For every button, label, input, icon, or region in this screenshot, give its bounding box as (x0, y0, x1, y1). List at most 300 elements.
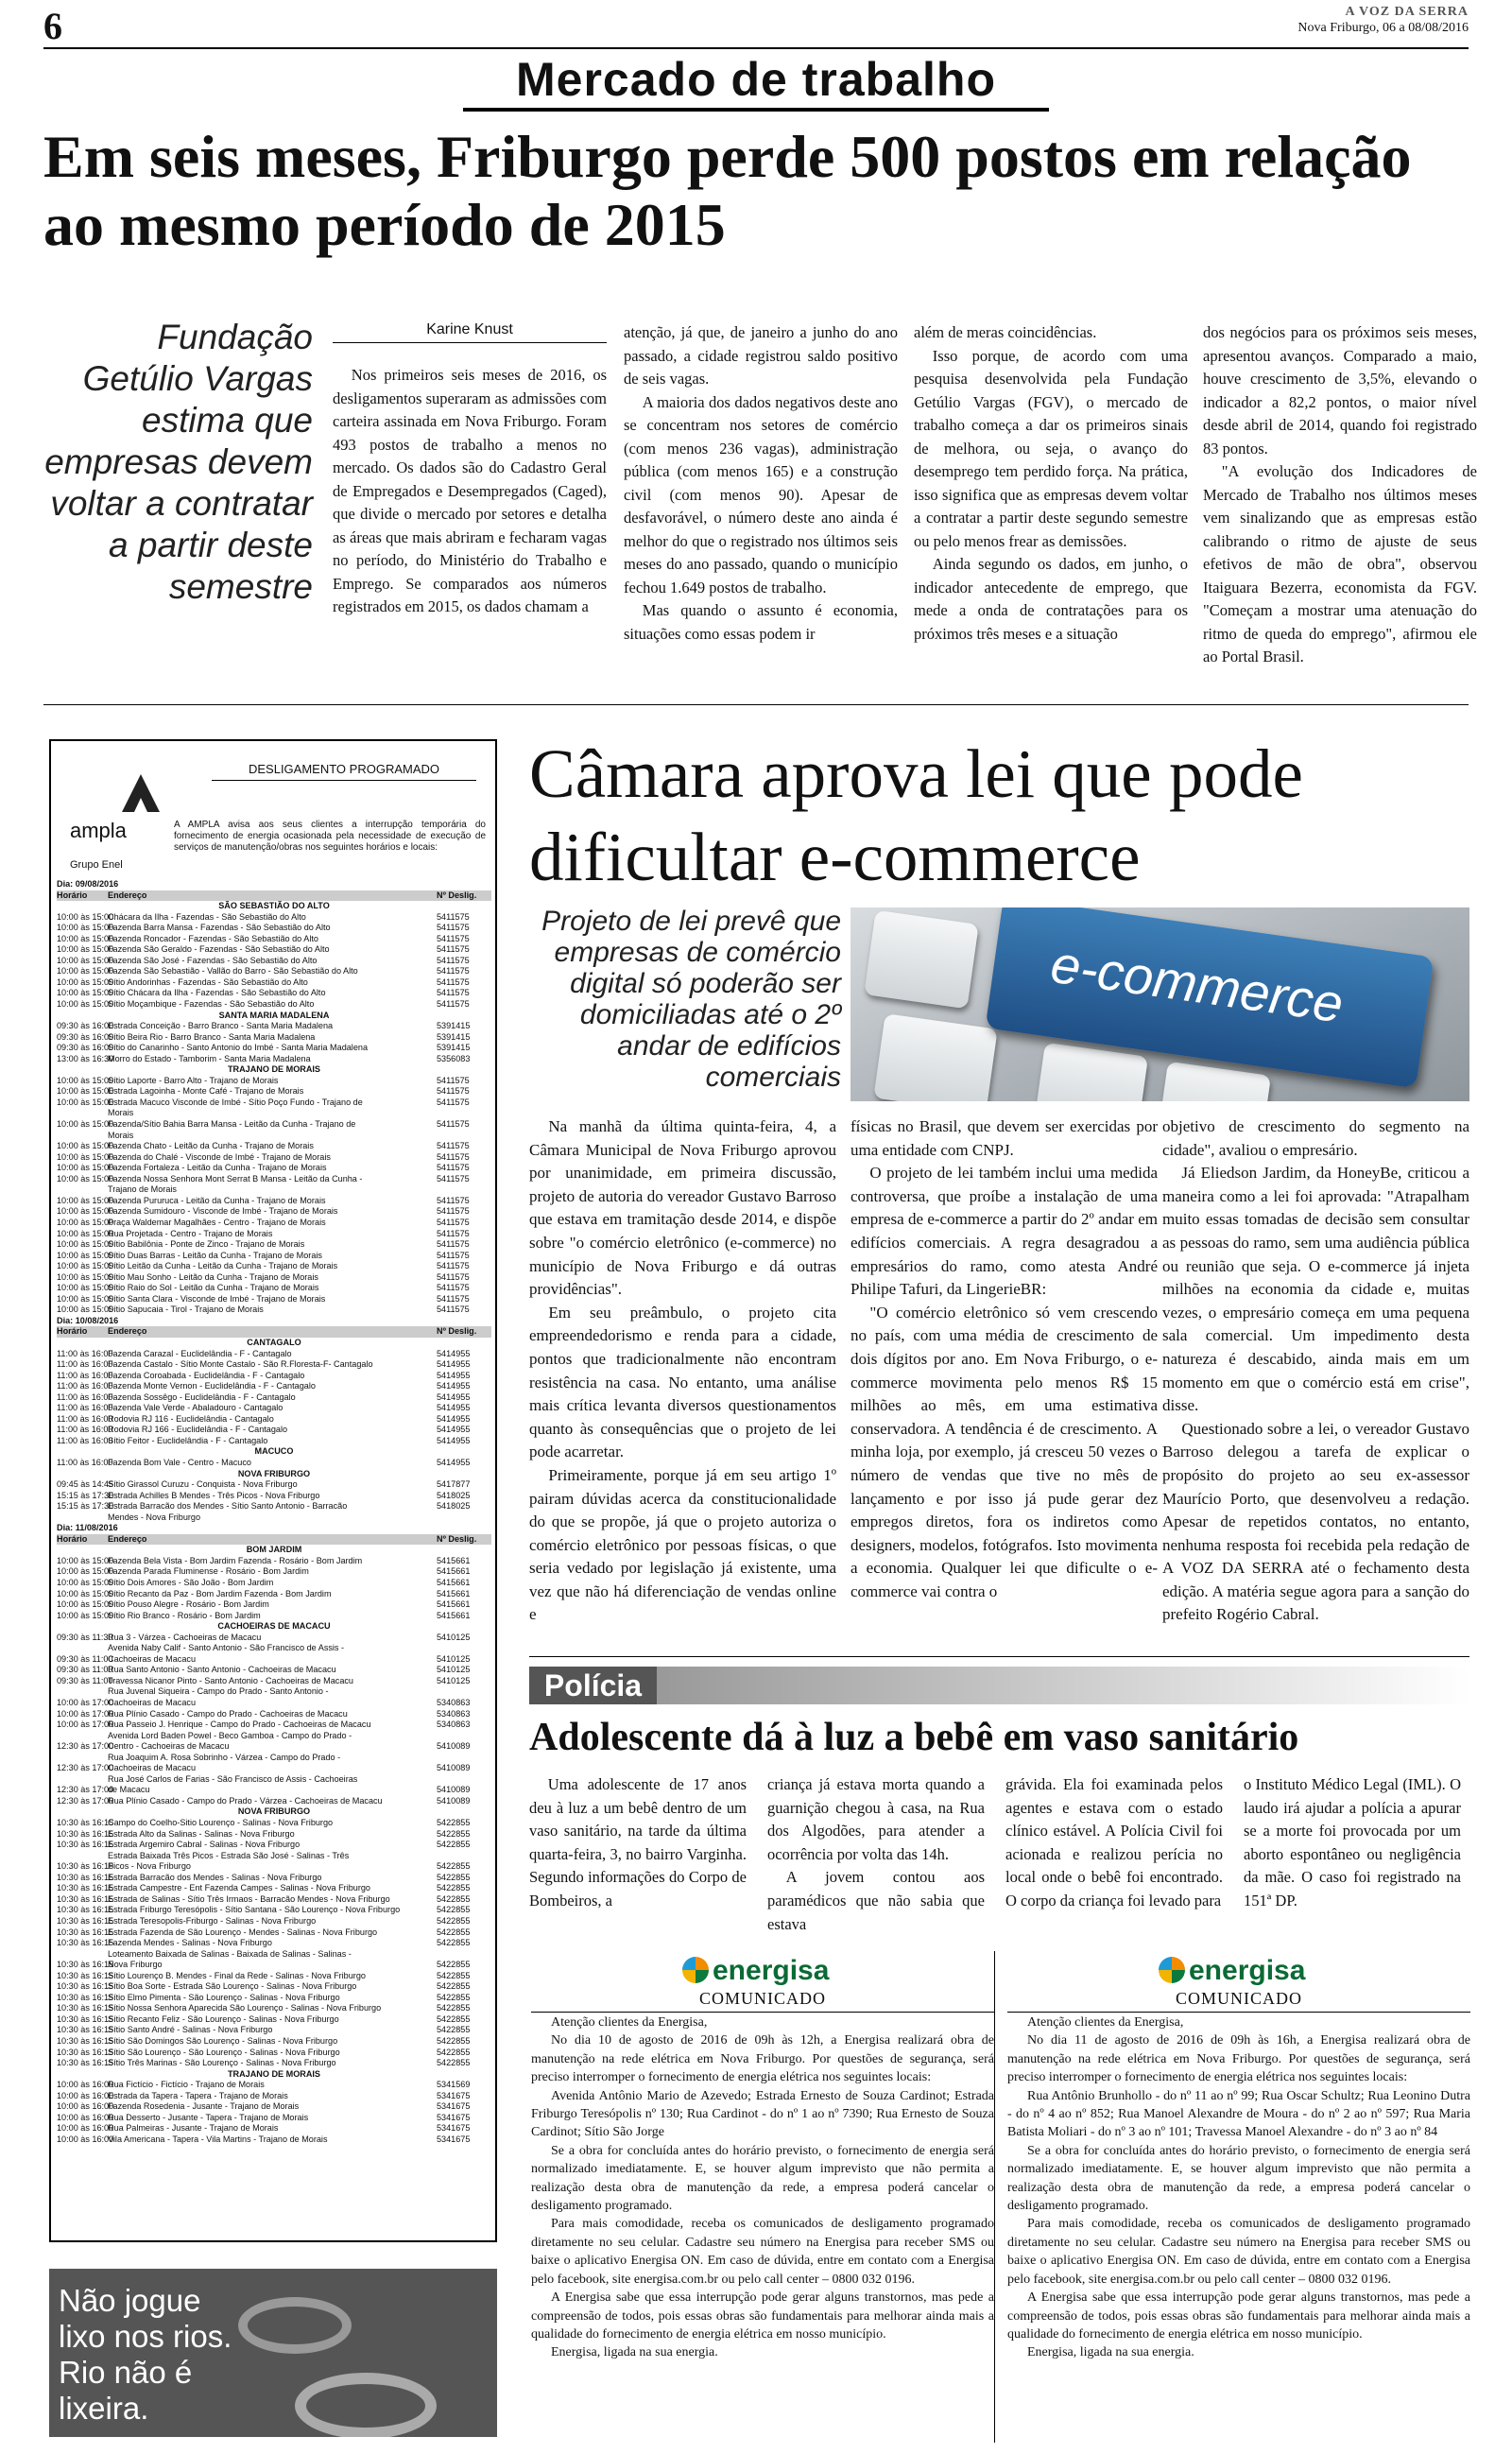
edition-date: Nova Friburgo, 06 a 08/08/2016 (1297, 21, 1469, 35)
article-paragraph: Em seu preâmbulo, o projeto cita empreendedorismo e renda para a cidade, pontos que tradicionalmente não encontram resistência na casa. No entanto, uma análise mais crítica levanta diversos questionamentos quanto às consequências que o projeto de lei pode acarretar. (529, 1303, 836, 1461)
schedule-cell (57, 1108, 108, 1119)
schedule-row (57, 1861, 491, 1873)
schedule-cell: Morais (108, 1130, 134, 1140)
schedule-cell: Estrada Friburgo Teresópolis - Sítio Santana - São Lourenço - Nova Friburgo (108, 1905, 401, 1915)
schedule-cell: 5411575 (437, 911, 470, 922)
schedule-cell: 10:30 às 16:15 (57, 1872, 114, 1882)
schedule-cell: 5415661 (437, 1588, 471, 1599)
schedule-cell: 12:30 às 17:00 (57, 1763, 114, 1773)
schedule-row (57, 1371, 491, 1382)
schedule-cell: 10:00 às 15:00 (57, 1151, 114, 1162)
schedule-cell: 5415661 (437, 1610, 471, 1620)
schedule-cell: 10:00 às 16:00 (57, 2080, 114, 2090)
ad-slogan (59, 2283, 232, 2427)
schedule-location: CACHOEIRAS DE MACACU (217, 1621, 331, 1632)
notice-body (1007, 2013, 1470, 2362)
schedule-cell: Estrada de Salinas - Sítio Três Irmaos - Barracão Mendes - Nova Friburgo (108, 1893, 390, 1904)
schedule-cell: 5414955 (437, 1359, 471, 1370)
schedule-cell: Rodovia RJ 166 - Euclidelândia - F - Cantagalo (108, 1425, 288, 1435)
article-paragraph: O projeto de lei também inclui uma medida controversa, que proíbe a instalação de uma empresa de e-commerce a partir do 2º andar em edifícios comerciais. A regra desagradou a empresários do ramo, como atesta André Philipe Tafuri, da LingerieBR: (850, 1164, 1158, 1299)
ampla-notice-intro: A AMPLA avisa aos seus clientes a interrupção temporária do fornecimento de energia ocasionada pela necessidade de execução de serviços de manutenção/obras nos seguintes horários e locais: (174, 820, 486, 853)
schedule-row (57, 1392, 491, 1404)
schedule-row (57, 1381, 491, 1392)
article-paragraph: dos negócios para os próximos seis meses, apresentou avanços. Comparado a maio, houve crescimento de 3,5%, elevando o indicador a 82,2 pontos, o maior nível desde abril de 2014, quando foi registrado 83 pontos. (1203, 323, 1477, 458)
schedule-cell: 5341675 (437, 2090, 471, 2100)
schedule-cell: 5411575 (437, 976, 470, 987)
notice-paragraph: Atenção clientes da Energisa, (551, 2015, 708, 2030)
schedule-cell: 10:00 às 15:00 (57, 955, 114, 965)
schedule-cell: Sítio Nossa Senhora Aparecida São Lourenço - Salinas - Nova Friburgo (108, 2003, 382, 2013)
schedule-header-cell: Nº Deslig. (437, 1533, 477, 1544)
article-paragraph: além de meras coincidências. (914, 323, 1097, 341)
schedule-row (57, 1720, 491, 1731)
notice-title: COMUNICADO (531, 1989, 994, 2013)
notice-paragraph: A Energisa sabe que essa interrupção pode gerar alguns transtornos, mas pede a compreensão de todos, pois essas obras são fundamentais para melhorar ainda mais a qualidade do fornecimento de energia elétrica em nosso município. (531, 2290, 994, 2342)
schedule-row (57, 956, 491, 967)
schedule-cell: 5411575 (437, 1151, 470, 1162)
schedule-cell: 12:30 às 17:00 (57, 1741, 114, 1752)
schedule-cell: Sítio Chácara da Ilha - Fazendas - São Sebastião do Alto (108, 988, 326, 998)
schedule-cell: Sítio Moçambique - Fazendas - São Sebastião do Alto (108, 999, 315, 1010)
article-headline: Adolescente dá à luz a bebê em vaso sanitário (529, 1716, 1299, 1759)
schedule-cell: 5417877 (437, 1479, 471, 1490)
article-paragraph: Isso porque, de acordo com uma pesquisa desenvolvida pela Fundação Getúlio Vargas (FGV), o mercado de trabalho começa a dar os primeiros sinais de melhora, ou seja, o avanço do desemprego tem perdido força. Na prática, isso significa que as empresas devem voltar a contratar a partir deste segundo semestre ou pelo menos frear as demissões. (914, 346, 1188, 550)
energisa-notice-1 (531, 1951, 994, 2443)
article-paragraph: Já Eliedson Jardim, da HoneyBe, criticou a maneira como a lei foi aprovada: "Atrapalham muito essas tomadas de decisão sem consultar as pessoas do ramo, sem uma audiência pública ou reunião que seja. O e-commerce já injeta milhões na economia da cidade e, muitas vezes, o empresário começa em uma pequena sala comercial. Um impedimento desta natureza é descabido, ainda mais em um momento em que o comércio está em crise", disse. (1162, 1164, 1469, 1415)
schedule-cell: 5341675 (437, 2123, 471, 2134)
schedule-cell: Sítio Andorinhas - Fazendas - São Sebastião do Alto (108, 976, 308, 987)
schedule-cell: 10:00 às 17:00 (57, 1708, 114, 1719)
schedule-cell: Loteamento Baixada de Salinas - Baixada de Salinas - Salinas - (108, 1948, 352, 1959)
schedule-row (57, 1938, 491, 1949)
schedule-cell: 5411575 (437, 1141, 470, 1151)
schedule-cell: 10:30 às 16:15 (57, 2003, 114, 2013)
schedule-row (57, 1108, 491, 1119)
schedule-cell: 10:00 às 15:00 (57, 1283, 114, 1293)
schedule-cell: Estrada da Tapera - Tapera - Trajano de Morais (108, 2090, 288, 2100)
schedule-cell: 5422855 (437, 1893, 471, 1904)
schedule-cell: 5414955 (437, 1425, 471, 1435)
schedule-cell: Sítio São Lourenço - São Lourenço - Salinas - Nova Friburgo (108, 2047, 340, 2057)
ad-line: Rio não é (59, 2355, 193, 2390)
schedule-cell: 5391415 (437, 1021, 471, 1031)
schedule-cell: Fazenda Sossêgo - Euclidelândia - F - Cantagalo (108, 1391, 296, 1402)
schedule-cell: 5356083 (437, 1053, 471, 1063)
schedule-location: NOVA FRIBURGO (237, 1806, 311, 1817)
schedule-cell: Sítio Girassol Curuzu - Conquista - Nova Friburgo (108, 1479, 298, 1490)
energisa-wordmark: energisa (713, 1955, 830, 1986)
schedule-cell: Estrada Teresopolis-Friburgo - Salinas - Nova Friburgo (108, 1915, 317, 1926)
schedule-row (57, 1993, 491, 2004)
schedule-cell: 10:30 às 16:15 (57, 2025, 114, 2035)
schedule-cell (437, 1753, 490, 1764)
schedule-row (57, 1851, 491, 1862)
schedule-cell: 10:00 às 15:00 (57, 988, 114, 998)
energisa-logo-icon (682, 1957, 709, 1983)
schedule-cell: 5410089 (437, 1785, 471, 1795)
schedule-cell (437, 1774, 490, 1786)
ad-line: Não jogue (59, 2283, 201, 2318)
notice-paragraph: A Energisa sabe que essa interrupção pode gerar alguns transtornos, mas pede a compreensão de todos, pois essas obras são fundamentais para melhorar ainda mais a qualidade do fornecimento de energia elétrica em nosso município. (1007, 2290, 1470, 2342)
schedule-row (57, 2080, 491, 2091)
schedule-cell: 10:30 às 16:15 (57, 1861, 114, 1872)
schedule-cell: 11:00 às 16:00 (57, 1413, 113, 1424)
schedule-cell (57, 1731, 108, 1742)
schedule-cell: 5410125 (437, 1653, 471, 1664)
schedule-location: SÃO SEBASTIÃO DO ALTO (218, 901, 330, 911)
schedule-row (57, 1512, 491, 1524)
schedule-cell: 10:00 às 15:00 (57, 1195, 114, 1205)
schedule-cell: 10:00 às 15:00 (57, 1239, 114, 1250)
schedule-row (57, 1916, 491, 1927)
column-divider (994, 1951, 995, 2443)
schedule-cell: 10:00 às 15:00 (57, 1141, 114, 1151)
schedule-row (57, 1261, 491, 1272)
schedule-cell: 10:00 às 15:00 (57, 1271, 114, 1282)
article-paragraph: Ainda segundo os dados, em junho, o indicador antecedente de emprego, que mede a onda de contratações para os próximos três meses e a situação (914, 555, 1188, 643)
schedule-row (57, 1873, 491, 1884)
schedule-header-row (57, 1534, 491, 1546)
schedule-cell: Sítio Laporte - Barro Alto - Trajano de Morais (108, 1075, 279, 1085)
schedule-cell: 11:00 às 16:00 (57, 1435, 113, 1445)
article-column-4 (1244, 1773, 1461, 1913)
schedule-cell: Praça Waldemar Magalhães - Centro - Trajano de Morais (108, 1217, 326, 1227)
schedule-cell: 5414955 (437, 1457, 471, 1467)
article-paragraph: físicas no Brasil, que devem ser exercidas por uma entidade com CNPJ. (850, 1117, 1158, 1159)
schedule-cell: 10:30 às 16:15 (57, 1960, 114, 1970)
schedule-cell: Sítio Santa Clara - Visconde de Imbé - Trajano de Morais (108, 1293, 326, 1304)
schedule-cell: 5411575 (437, 923, 470, 933)
section-label-bar (657, 1667, 1469, 1704)
energisa-logo-icon (1159, 1957, 1185, 1983)
schedule-header-cell: Endereço (108, 1326, 147, 1337)
notice-paragraph: Rua Antônio Brunhollo - do nº 11 ao nº 99; Rua Oscar Schultz; Rua Leonino Dutra - do nº 4 ao nº 852; Rua Manoel Alexandre de Moura - do nº 2 ao nº 597; Rua Maria Batista Moliari - do nº 3 ao nº 101; Travessa Manoel Alexandre - do nº 3 ao nº 84 (1007, 2088, 1470, 2140)
schedule-cell: 5422855 (437, 2058, 471, 2068)
schedule-cell: Fazenda Chato - Leitão da Cunha - Trajano de Morais (108, 1141, 314, 1151)
schedule-cell: 5415661 (437, 1578, 471, 1587)
keyboard-key (1035, 1043, 1148, 1101)
keyboard-key (873, 1013, 997, 1101)
schedule-cell: 10:00 às 15:00 (57, 1305, 114, 1315)
schedule-cell: 11:00 às 16:00 (57, 1370, 113, 1380)
ecommerce-key-label: e-commerce (1047, 933, 1348, 1034)
schedule-cell: 5422855 (437, 1960, 471, 1970)
schedule-row (57, 2058, 491, 2069)
schedule-cell: Sítio Recanto da Paz - Bom Jardim Fazenda - Bom Jardim (108, 1588, 332, 1599)
schedule-cell: 10:00 às 15:00 (57, 976, 114, 987)
schedule-cell: 10:00 às 15:00 (57, 1599, 114, 1610)
section-divider (529, 1656, 1469, 1657)
tire-image (238, 2297, 352, 2354)
schedule-cell: Rua 3 - Várzea - Cachoeiras de Macacu (108, 1632, 262, 1642)
schedule-row (57, 1633, 491, 1644)
schedule-row (57, 1097, 491, 1109)
schedule-cell: Rua Joaquim A. Rosa Sobrinho - Várzea - Campo do Prado - (108, 1752, 341, 1762)
schedule-row (57, 912, 491, 924)
schedule-cell: Rua Desserto - Jusante - Tapera - Trajano de Morais (108, 2112, 309, 2122)
schedule-cell: Avenida Lord Baden Powel - Beco Gamboa - Campo do Prado - (108, 1730, 352, 1740)
schedule-cell: Sítio Leitão da Cunha - Leitão da Cunha - Trajano de Morais (108, 1261, 338, 1271)
schedule-cell: Sítio Mau Sonho - Leitão da Cunha - Trajano de Morais (108, 1271, 318, 1282)
masthead (1297, 4, 1469, 36)
schedule-cell: 15:15 às 17:30 (57, 1490, 114, 1500)
schedule-row (57, 2123, 491, 2134)
schedule-cell: 5410089 (437, 1795, 471, 1806)
schedule-cell: 5411575 (437, 1261, 470, 1271)
schedule-header-cell: Horário (57, 890, 88, 900)
schedule-cell: 5340863 (437, 1698, 471, 1708)
schedule-cell: Fazenda Nossa Senhora Mont Serrat B Mansa - Leitão da Cunha - (108, 1173, 363, 1184)
newspaper-name: A VOZ DA SERRA (1345, 5, 1469, 19)
schedule-cell: Sítio do Canarinho - Santo Antonio do Imbé - Santa Maria Madalena (108, 1043, 369, 1053)
schedule-cell: 13:00 às 16:30 (57, 1053, 114, 1063)
schedule-row (57, 966, 491, 977)
article-paragraph: Primeiramente, porque já em seu artigo 1º pairam dúvidas acerca da constitucionalidade do que se propõe, já que o projeto autoriza o comércio eletrônico por pessoas físicas, o que seria vedado por legislação já existente, uma vez que não há diferenciação de vendas online e (529, 1465, 836, 1624)
schedule-header-row (57, 1326, 491, 1338)
schedule-row (57, 1731, 491, 1742)
schedule-cell: Sítio São Domingos São Lourenço - Salinas - Nova Friburgo (108, 2035, 338, 2046)
article-column-2 (624, 321, 898, 646)
schedule-day: Dia: 09/08/2016 (57, 879, 119, 889)
schedule-cell: 10:00 às 15:00 (57, 1097, 114, 1107)
schedule-cell: Estrada Argemiro Cabral - Salinas - Nova Friburgo (108, 1840, 301, 1850)
schedule-cell: 5410125 (437, 1632, 471, 1642)
schedule-cell: Rua Passeio J. Henrique - Campo do Prado - Cachoeiras de Macacu (108, 1720, 371, 1730)
article-byline: Karine Knust (333, 321, 607, 343)
schedule-cell (57, 1184, 108, 1196)
schedule-cell: 5391415 (437, 1031, 471, 1042)
article-paragraph: grávida. Ela foi examinada pelos agentes e estava com o estado clínico estável. A Polícia Civil foi acionada e realizou perícia no local onde o bebê foi encontrado. O corpo da criança foi levado para (1005, 1775, 1223, 1910)
schedule-row (57, 1359, 491, 1371)
schedule-cell (57, 1686, 108, 1698)
schedule-cell: 10:00 às 15:00 (57, 1119, 114, 1130)
schedule-cell: 10:00 às 15:00 (57, 911, 114, 922)
schedule-cell: Fazenda Coroabada - Euclidelândia - F - Cantagalo (108, 1370, 305, 1380)
schedule-cell: 10:00 às 15:00 (57, 1217, 114, 1227)
schedule-cell: 10:00 às 15:00 (57, 1566, 114, 1577)
schedule-row (57, 1425, 491, 1436)
schedule-cell: 10:00 às 15:00 (57, 1228, 114, 1238)
schedule-day: Dia: 10/08/2016 (57, 1315, 119, 1325)
schedule-cell: 10:00 às 15:00 (57, 1163, 114, 1173)
energisa-wordmark: energisa (1189, 1955, 1306, 1986)
schedule-cell: Fazenda Parada Fluminense - Rosário - Bom Jardim (108, 1566, 309, 1577)
schedule-cell: Rua José Carlos de Farias - São Francisco de Assis - Cachoeiras (108, 1773, 358, 1784)
schedule-cell (57, 1949, 108, 1961)
schedule-row (57, 1119, 491, 1131)
schedule-cell: Fazenda/Sítio Bahia Barra Mansa - Leitão da Cunha - Trajano de (108, 1119, 356, 1130)
schedule-cell: 10:00 às 16:00 (57, 2112, 114, 2122)
schedule-cell: Fazenda Vale Verde - Abaladouro - Cantagalo (108, 1403, 284, 1413)
schedule-cell: 10:30 às 16:15 (57, 1938, 114, 1948)
schedule-row (57, 1239, 491, 1251)
schedule-row (57, 1141, 491, 1152)
schedule-cell: 5411575 (437, 1075, 470, 1085)
energisa-logo (682, 1953, 833, 1987)
schedule-cell: Rodovia RJ 116 - Euclidelândia - Cantagalo (108, 1413, 274, 1424)
article-column-1 (333, 364, 607, 619)
schedule-row (57, 2025, 491, 2036)
article-column-3 (914, 321, 1188, 646)
schedule-row (57, 1927, 491, 1939)
article-paragraph: A maioria dos dados negativos deste ano se concentram nos setores de comércio (com menos 236 vagas), administração pública (com menos 165) e a construção civil (com menos 90). Apesar de desfavorável, o número deste ano ainda é melhor do que o registrado nos últimos seis meses do ano passado, quando o município fechou 1.649 postos de trabalho. (624, 392, 898, 596)
schedule-cell: 09:30 às 11:30 (57, 1632, 113, 1642)
article-headline: Em seis meses, Friburgo perde 500 postos em relação ao mesmo período de 2015 (43, 123, 1412, 258)
schedule-cell (437, 1643, 490, 1654)
schedule-row (57, 1021, 491, 1032)
article-paragraph: Na manhã da última quinta-feira, 4, a Câmara Municipal de Nova Friburgo aprovou por unanimidade, em primeira discussão, projeto de autoria do vereador Gustavo Barroso que estava em tramitação desde 2014, e dispõe sobre "o comércio eletrônico (e-commerce) no município de Nova Friburgo e dá outras providências". (529, 1117, 836, 1299)
schedule-cell: 10:00 às 15:00 (57, 1578, 114, 1587)
schedule-cell: 5418025 (437, 1490, 471, 1500)
schedule-cell: Fazenda Pururuca - Leitão da Cunha - Trajano de Morais (108, 1195, 326, 1205)
schedule-cell: Morais (108, 1108, 134, 1118)
schedule-row (57, 1698, 491, 1709)
schedule-row (57, 2101, 491, 2113)
notice-paragraph: Energisa, ligada na sua energia. (551, 2345, 718, 2360)
schedule-row (57, 1611, 491, 1622)
schedule-cell: 5341569 (437, 2080, 471, 2090)
schedule-cell: 10:30 às 16:15 (57, 2013, 114, 2024)
notice-paragraph: Se a obra for concluída antes do horário previsto, o fornecimento de energia será normalizado imediatamente. E, se houver algum imprevisto que não permita a realização desta obra de manutenção da rede, a empresa poderá cancelar o desligamento programado. (1007, 2143, 1470, 2214)
schedule-row (57, 1131, 491, 1142)
schedule-row (57, 1578, 491, 1589)
schedule-cell: 5422855 (437, 1840, 471, 1850)
schedule-cell: 5341675 (437, 2112, 471, 2122)
schedule-row (57, 999, 491, 1011)
article-paragraph: Nos primeiros seis meses de 2016, os desligamentos superaram as admissões com carteira assinada em Nova Friburgo. Foram 493 postos de trabalho a menos no mercado. Os dados são do Cadastro Geral de Empregados e Desempregados (Caged), que divide o mercado por setores e detalha as áreas que mais abriram e fecharam vagas no período, do Ministério do Trabalho e Emprego. Se comparados aos números registrados em 2015, os dados chamam a (333, 366, 607, 615)
schedule-cell: Sítio Recanto Feliz - São Lourenço - Salinas - Nova Friburgo (108, 2013, 339, 2024)
outage-schedule-table (57, 879, 491, 2145)
schedule-cell: 5422855 (437, 1938, 471, 1948)
schedule-row (57, 1818, 491, 1829)
environmental-ad (49, 2269, 497, 2437)
schedule-cell: 5422855 (437, 1883, 471, 1893)
schedule-cell: Fazenda do Chalé - Visconde de Imbé - Trajano de Morais (108, 1151, 331, 1162)
schedule-cell: 5414955 (437, 1348, 471, 1358)
schedule-cell: 5422855 (437, 2047, 471, 2057)
schedule-row (57, 1774, 491, 1786)
schedule-cell: Estrada Baixada Três Picos - Estrada São José - Salinas - Três (108, 1850, 350, 1860)
schedule-cell: 5422855 (437, 2003, 471, 2013)
schedule-cell: 10:30 às 16:15 (57, 2058, 114, 2068)
schedule-cell: 5411575 (437, 933, 470, 943)
schedule-cell: Rua Projetada - Centro - Trajano de Morais (108, 1228, 273, 1238)
article-paragraph: Uma adolescente de 17 anos deu à luz a um bebê dentro de um vaso sanitário, na tarde da última quarta-feira, 3, no bairro Varginha. Segundo informações do Corpo de Bombeiros, a (529, 1775, 747, 1910)
schedule-row (57, 1294, 491, 1305)
schedule-header-row (57, 890, 491, 902)
schedule-cell: 09:30 às 16:00 (57, 1043, 114, 1053)
schedule-cell (437, 1949, 490, 1961)
schedule-cell: Estrada Campestre - Ent Fazenda Campes - Salinas - Nova Friburgo (108, 1883, 370, 1893)
schedule-cell: Fazenda São José - Fazendas - São Sebastião do Alto (108, 955, 318, 965)
article-paragraph: criança já estava morta quando a guarnição chegou à casa, na Rua dos Algodões, para atender a ocorrência por volta das 14h. (767, 1775, 985, 1863)
schedule-location: NOVA FRIBURGO (237, 1468, 311, 1478)
schedule-cell: 11:00 às 16:00 (57, 1359, 113, 1370)
schedule-cell: Fazenda Monte Vernon - Euclidelândia - F - Cantagalo (108, 1381, 316, 1391)
schedule-cell: 5422855 (437, 2025, 471, 2035)
schedule-cell (57, 1131, 108, 1142)
notice-paragraph: No dia 11 de agosto de 2016 de 09h às 16h, a Energisa realizará obra de manutenção na rede elétrica em Nova Friburgo. Por questões de segurança, será preciso interromper o fornecimento de energia elétrica nos seguintes locais: (1007, 2033, 1470, 2085)
schedule-cell: Estrada Alto da Salinas - Salinas - Nova Friburgo (108, 1828, 295, 1839)
schedule-cell: 5422855 (437, 1861, 471, 1872)
schedule-cell: 10:30 às 16:15 (57, 1970, 114, 1980)
schedule-row (57, 1589, 491, 1600)
schedule-cell: 09:30 às 16:00 (57, 1031, 114, 1042)
schedule-day: Dia: 11/08/2016 (57, 1523, 118, 1533)
schedule-cell: Mendes - Nova Friburgo (108, 1512, 201, 1522)
schedule-cell: 5411575 (437, 1206, 470, 1217)
ampla-wordmark: ampla (70, 819, 127, 842)
schedule-row (57, 2091, 491, 2102)
schedule-cell: 5411575 (437, 999, 470, 1010)
article-paragraph: "A evolução dos Indicadores de Mercado de Trabalho nos últimos meses vem sinalizando que as empresas estão calibrando o ritmo de ajuste de seus efetivos de mão de obra", observou Itaiguara Bezerra, economista da FGV. "Começam a mostrar uma atenuação do ritmo de queda do emprego", afirmou ele ao Portal Brasil. (1203, 462, 1477, 665)
schedule-row (57, 1479, 491, 1491)
schedule-row (57, 1665, 491, 1676)
schedule-row (57, 1206, 491, 1218)
schedule-cell: 5341675 (437, 2101, 471, 2112)
schedule-cell: 5391415 (437, 1043, 471, 1053)
schedule-cell: 10:00 às 15:00 (57, 1075, 114, 1085)
article-paragraph: objetivo de crescimento do segmento na cidade", avaliou o empresário. (1162, 1117, 1469, 1159)
schedule-cell: 09:30 às 11:00 (57, 1675, 113, 1685)
schedule-cell: 10:00 às 15:00 (57, 1173, 114, 1184)
schedule-row (57, 1894, 491, 1906)
schedule-row (57, 1741, 491, 1753)
schedule-cell: 5414955 (437, 1381, 471, 1391)
ecommerce-keyboard-photo (850, 907, 1469, 1101)
notice-body (531, 2013, 994, 2362)
schedule-row (57, 988, 491, 999)
schedule-row (57, 977, 491, 989)
schedule-location: TRAJANO DE MORAIS (227, 1064, 320, 1075)
schedule-cell: 5410125 (437, 1675, 471, 1685)
schedule-cell (437, 1851, 490, 1862)
schedule-row (57, 1251, 491, 1262)
schedule-location: TRAJANO DE MORAIS (227, 2068, 320, 2079)
schedule-row (57, 1054, 491, 1065)
schedule-row (57, 1709, 491, 1720)
schedule-cell: 5410089 (437, 1763, 471, 1773)
schedule-cell: 5411575 (437, 1173, 470, 1184)
schedule-cell: Sítio Duas Barras - Leitão da Cunha - Trajano de Morais (108, 1250, 322, 1260)
page-number: 6 (43, 5, 62, 47)
schedule-cell: Fazenda Bela Vista - Bom Jardim Fazenda - Rosário - Bom Jardim (108, 1555, 363, 1565)
notice-paragraph: Se a obra for concluída antes do horário previsto, o fornecimento de energia será normalizado imediatamente. E, se houver algum imprevisto que não permita a realização desta obra de manutenção da rede, a empresa poderá cancelar o desligamento programado. (531, 2143, 994, 2214)
schedule-row (57, 1566, 491, 1578)
schedule-cell: Fazenda Bom Vale - Centro - Macuco (108, 1457, 251, 1467)
schedule-header-cell: Horário (57, 1326, 88, 1337)
schedule-cell: 5414955 (437, 1403, 471, 1413)
schedule-cell: Estrada Fazenda de São Lourenço - Mendes - Salinas - Nova Friburgo (108, 1927, 378, 1937)
schedule-cell: 10:30 às 16:15 (57, 1981, 114, 1992)
schedule-cell: 5411575 (437, 944, 470, 955)
schedule-cell: Rua Fictício - Fictício - Trajano de Morais (108, 2080, 265, 2090)
schedule-cell: 5411575 (437, 966, 470, 976)
notice-paragraph: Energisa, ligada na sua energia. (1027, 2345, 1194, 2360)
schedule-cell: Rua Plínio Casado - Campo do Prado - Várzea - Cachoeiras de Macacu (108, 1795, 383, 1806)
schedule-cell: 09:30 às 16:00 (57, 1021, 114, 1031)
notice-paragraph: No dia 10 de agosto de 2016 de 09h às 12h, a Energisa realizará obra de manutenção na rede elétrica em Nova Friburgo. Por questões de segurança, será preciso interromper o fornecimento de energia elétrica nos seguintes locais: (531, 2033, 994, 2085)
schedule-cell: 10:30 às 16:15 (57, 1818, 114, 1828)
schedule-cell: 5411575 (437, 1217, 470, 1227)
ad-line: lixeira. (59, 2391, 149, 2426)
article-column-2 (767, 1773, 985, 1936)
schedule-row (57, 1305, 491, 1316)
schedule-cell: 5410125 (437, 1665, 471, 1675)
schedule-row (57, 1403, 491, 1414)
schedule-cell: Sítio Três Marinas - São Lourenço - Salinas - Nova Friburgo (108, 2058, 336, 2068)
schedule-cell: 5411575 (437, 1250, 470, 1260)
